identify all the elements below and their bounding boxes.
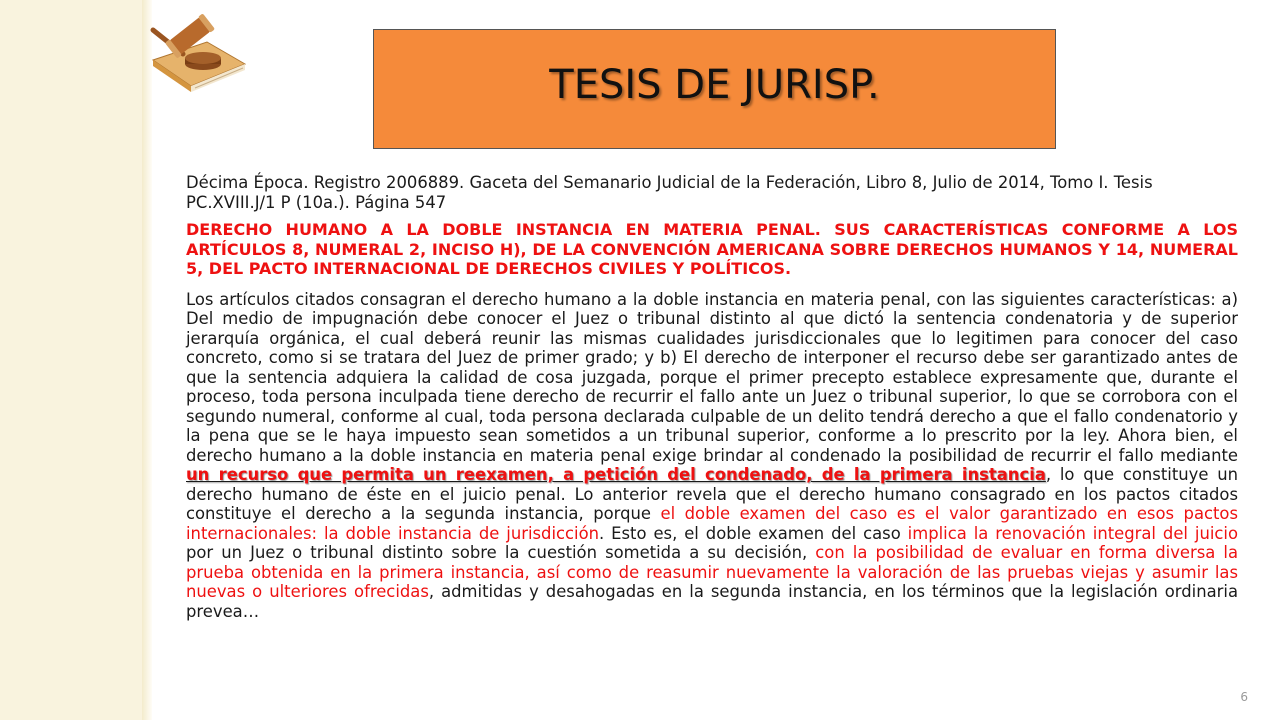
citation-text: Décima Época. Registro 2006889. Gaceta del Semanario Judicial de la Federación, Libro 8, Julio de 2014, Tomo I. Tesis PC.XVIII.J/1 P (10a.). Página 547 (186, 173, 1153, 212)
thesis-heading: DERECHO HUMANO A LA DOBLE INSTANCIA EN MATERIA PENAL. SUS CARACTERÍSTICAS CONFORME A LOS ARTÍCULOS 8, NUMERAL 2, INCISO H), DE LA CONVENCIÓN AMERICANA SOBRE DERECHOS HUMANOS Y 14, NUMERAL 5, DEL PACTO INTERNACIONAL DE DERECHOS CIVILES Y POLÍTICOS. (186, 220, 1238, 278)
body-text-segment: , lo que constituye un derecho humano de éste en el juicio penal. Lo anterior revela que el derecho humano consagrado en los pactos citados constituye el derecho a la segunda instancia, porque (186, 465, 1238, 523)
body-highlight-underlined: un recurso que permita un reexamen, a petición del condenado, de la primera instancia (186, 465, 1046, 484)
gavel-icon (145, 8, 251, 92)
body-text-segment: por un Juez o tribunal distinto sobre la cuestión sometida a su decisión, (186, 543, 816, 562)
thesis-content (186, 173, 1238, 621)
body-text-segment: . Esto es, el doble examen del caso (599, 523, 908, 543)
body-text-segment: Los artículos citados consagran el derecho humano a la doble instancia en materia penal, con las siguientes características: a) Del medio de impugnación debe conocer el Juez o tribunal distinto al que dictó la sentencia condenatoria y de superior jerarquía orgánica, el cual deberá reunir las mismas cualidades jurisdiccionales que lo legitimen para conocer del caso concreto, como si se tratara del Juez de primer grado; y b) El derecho de interponer el recurso debe ser garantizado antes de que la sentencia adquiera la calidad de cosa juzgada, porque el primer precepto establece expresamente que, durante el proceso, toda persona inculpada tiene derecho de recurrir el fallo ante un Juez o tribunal superior, lo que se corrobora con el segundo numeral, conforme al cual, toda persona declarada culpable de un delito tendrá derecho a que el fallo condenatorio y la pena que se le haya impuesto sean sometidos a un tribunal superior, conforme a lo prescrito por la ley. Ahora bien, el derecho humano a la doble instancia en materia penal exige brindar al condenado la posibilidad de recurrir el fallo mediante (186, 289, 1238, 465)
body-text-segment: , admitidas y desahogadas en la segunda instancia, en los términos que la legislación ordinaria prevea… (186, 582, 1238, 621)
left-decorative-band (0, 0, 142, 720)
body-highlight-red: con la posibilidad de evaluar en forma diversa la prueba obtenida en la primera instancia, así como de reasumir nuevamente la valoración de las pruebas viejas y asumir las nuevas o ulteriores ofrecidas (186, 543, 1238, 601)
body-highlight-red: el doble examen del caso es el valor garantizado en esos pactos internacionales: la doble instancia de jurisdicción (186, 504, 1238, 543)
thesis-body (186, 290, 1238, 622)
slide-title: TESIS DE JURISP. (549, 62, 880, 108)
title-banner (373, 29, 1056, 149)
left-decorative-stripe (142, 0, 152, 720)
page-number: 6 (1240, 690, 1248, 704)
body-highlight-red: implica la renovación integral del juicio (907, 523, 1238, 543)
